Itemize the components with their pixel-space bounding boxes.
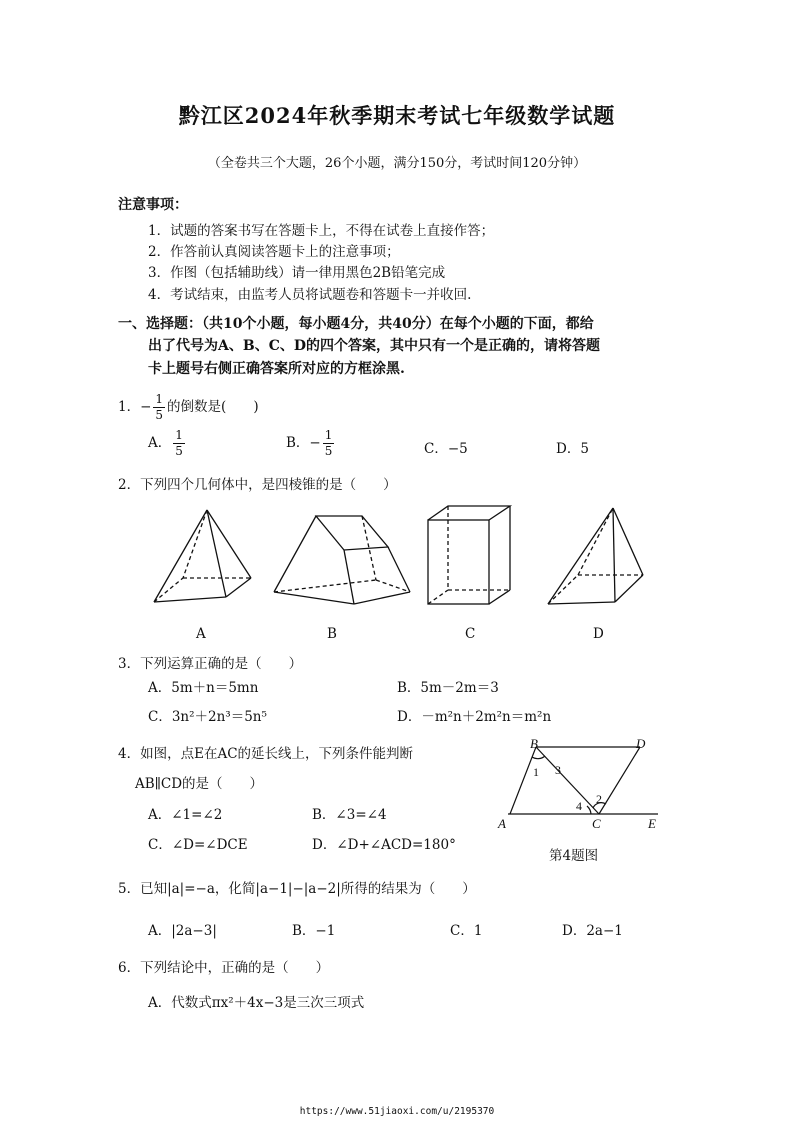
angle-label: 2: [596, 792, 602, 806]
option-c: C．−5: [424, 441, 468, 457]
option-d: D．5: [556, 441, 589, 457]
minus-sign: −: [309, 435, 321, 451]
fraction-numerator: 1: [175, 428, 183, 442]
exam-info: （全卷共三个大题，26个小题，满分150分，考试时间120分钟）: [207, 156, 587, 171]
option-b: B．∠3=∠4: [312, 807, 387, 823]
figure-caption: 第4题图: [549, 848, 599, 864]
cuboid-shape: [428, 506, 510, 604]
option-a: A．|2a−3|: [148, 923, 217, 939]
option-d: D．－m²n＋2m²n＝m²n: [397, 709, 552, 725]
question-4: 4．如图，点E在AC的延长线上，下列条件能判断: [118, 746, 414, 762]
option-b: [286, 428, 336, 459]
point-label: B: [530, 736, 538, 751]
fraction-numerator: 1: [324, 428, 333, 442]
page-title: 黔江区2024年秋季期末考试七年级数学试题: [178, 103, 616, 128]
option-b: B．5m－2m＝3: [397, 680, 499, 696]
point-label: D: [636, 736, 646, 751]
option-a: A．5m＋n＝5mn: [148, 680, 259, 696]
option-a: A．∠1=∠2: [148, 807, 223, 823]
option-d: D．∠D+∠ACD=180°: [312, 837, 456, 853]
question-2: 2．下列四个几何体中，是四棱锥的是（ ）: [118, 477, 397, 493]
footer-url: https://www.51jiaoxi.com/u/2195370: [299, 1106, 495, 1117]
section-heading-line: 出了代号为A、B、C、D的四个答案，其中只有一个是正确的，请将答题: [148, 338, 600, 354]
notice-heading: 注意事项：: [118, 197, 188, 213]
fraction-denominator: 5: [155, 408, 164, 422]
minus-sign: −: [140, 399, 152, 415]
solids-figure: [140, 498, 670, 610]
option-d: D．2a−1: [562, 923, 623, 939]
question-5: 5．已知|a|=−a，化简|a−1|−|a−2|所得的结果为（ ）: [118, 881, 476, 897]
option-c: C．∠D=∠DCE: [148, 837, 248, 853]
option-b: B．−1: [292, 923, 336, 939]
fraction-numerator: 1: [155, 392, 164, 406]
question-4-line2: AB∥CD的是（ ）: [135, 776, 264, 792]
notice-item: 3．作图（包括辅助线）请一律用黑色2B铅笔完成: [148, 265, 446, 281]
fraction-denominator: 5: [175, 444, 183, 458]
option-a: [148, 428, 187, 459]
fraction: [323, 428, 335, 459]
figure-label-a: A: [196, 626, 206, 642]
frustum-shape: [274, 516, 410, 604]
fraction: [153, 392, 165, 423]
point-label: E: [648, 816, 656, 831]
notice-item: 1．试题的答案书写在答题卡上，不得在试卷上直接作答；: [148, 223, 495, 239]
option-a: A．代数式πx²＋4x−3是三次三项式: [148, 995, 365, 1011]
option-c: C．3n²＋2n³＝5n⁵: [148, 709, 267, 725]
figure-label-b: B: [327, 626, 337, 642]
figure-label-c: C: [465, 626, 476, 642]
option-label: B．: [286, 435, 310, 451]
pyramid-shape: [154, 510, 251, 602]
question-number: 1．: [118, 399, 141, 415]
option-c: C．1: [450, 923, 483, 939]
angle-label: 1: [533, 765, 539, 779]
fraction-denominator: 5: [324, 444, 333, 458]
fraction: [173, 428, 185, 459]
point-label: C: [592, 816, 601, 831]
question-1: [118, 392, 259, 423]
option-label: A．: [148, 435, 172, 451]
point-label: A: [498, 816, 506, 831]
notice-item: 2．作答前认真阅读答题卡上的注意事项；: [148, 244, 400, 260]
question-3: 3．下列运算正确的是（ ）: [118, 656, 303, 672]
angle-label: 4: [576, 799, 582, 813]
question-stem: 的倒数是( ): [167, 399, 259, 415]
geometry-figure: [492, 734, 672, 834]
question-6: 6．下列结论中，正确的是（ ）: [118, 960, 330, 976]
prism-shape: [548, 508, 643, 604]
figure-label-d: D: [593, 626, 604, 642]
notice-item: 4．考试结束，由监考人员将试题卷和答题卡一并收回.: [148, 287, 472, 303]
angle-label: 3: [555, 763, 561, 777]
section-heading: 一、选择题：（共10个小题，每小题4分，共40分）在每个小题的下面，都给: [118, 316, 594, 332]
section-heading-line: 卡上题号右侧正确答案所对应的方框涂黑.: [148, 361, 405, 377]
